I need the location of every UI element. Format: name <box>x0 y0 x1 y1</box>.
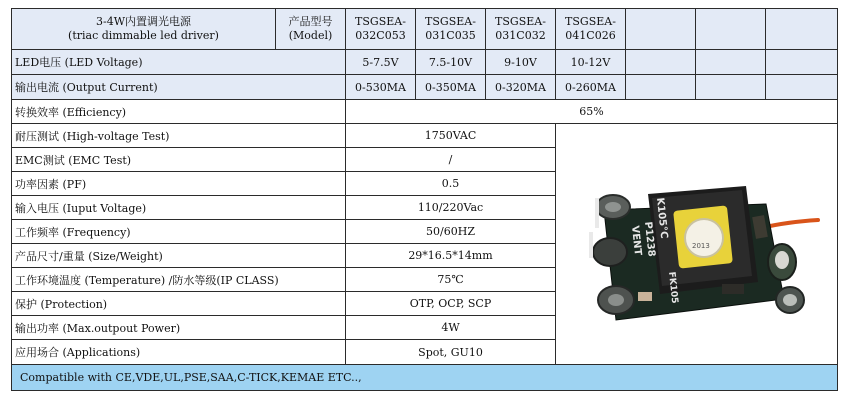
model-cell-2 <box>415 8 486 50</box>
led-driver-photo <box>556 124 838 365</box>
led-voltage-value-4: 10-12V <box>555 49 626 75</box>
model-1-line2: 032C053 <box>355 29 406 42</box>
spec-value-hv-test: 1750VAC <box>345 123 556 148</box>
transformer-text-2: P1238 <box>642 221 657 258</box>
led-voltage-empty-1 <box>625 49 696 75</box>
transformer-text-3: VENT <box>629 225 644 256</box>
title-cell <box>11 8 276 50</box>
spec-value-protection: OTP, OCP, SCP <box>345 291 556 316</box>
output-current-value-3: 0-320MA <box>485 74 556 100</box>
output-current-empty-1 <box>625 74 696 100</box>
efficiency-label: 转换效率 (Efficiency) <box>11 99 346 124</box>
spec-value-emc: / <box>345 147 556 172</box>
empty-header-cell-1 <box>625 8 696 50</box>
pin-left-1 <box>595 198 599 228</box>
spec-label-protection: 保护 (Protection) <box>11 291 346 316</box>
output-current-value-2: 0-350MA <box>415 74 486 100</box>
spec-value-input-voltage: 110/220Vac <box>345 195 556 220</box>
spec-label-input-voltage: 输入电压 (Iuput Voltage) <box>11 195 346 220</box>
model-3-line1: TSGSEA- <box>495 15 546 28</box>
led-voltage-value-1: 5-7.5V <box>345 49 416 75</box>
spec-label-temperature: 工作环境温度 (Temperature) /防水等级(IP CLASS) <box>11 267 346 292</box>
dial-label: 2013 <box>692 242 710 250</box>
led-voltage-empty-3 <box>765 49 838 75</box>
spec-value-output-power: 4W <box>345 315 556 340</box>
spec-value-pf: 0.5 <box>345 171 556 196</box>
output-current-empty-3 <box>765 74 838 100</box>
model-label-line2: (Model) <box>288 29 333 42</box>
product-photo-cell <box>555 123 838 365</box>
spec-label-size-weight: 产品尺寸/重量 (Size/Weight) <box>11 243 346 268</box>
model-4-line2: 041C026 <box>565 29 616 42</box>
spec-value-applications: Spot, GU10 <box>345 339 556 365</box>
model-3-line2: 031C032 <box>495 29 546 42</box>
spec-label-output-power: 输出功率 (Max.outpout Power) <box>11 315 346 340</box>
led-voltage-empty-2 <box>695 49 766 75</box>
transformer-text-1: K105°C <box>654 197 670 240</box>
transformer-text-4: FK105 <box>666 271 680 305</box>
title-line1: 3-4W内置调光电源 <box>95 15 192 28</box>
dial <box>685 219 723 257</box>
spec-label-applications: 应用场合 (Applications) <box>11 339 346 365</box>
pin-left-2 <box>589 232 593 258</box>
model-cell-1 <box>345 8 416 50</box>
output-current-value-1: 0-530MA <box>345 74 416 100</box>
empty-header-cell-3 <box>765 8 838 50</box>
resistor-2 <box>722 284 744 294</box>
output-current-value-4: 0-260MA <box>555 74 626 100</box>
output-current-empty-2 <box>695 74 766 100</box>
spec-value-size-weight: 29*16.5*14mm <box>345 243 556 268</box>
model-2-line2: 031C035 <box>425 29 476 42</box>
resistor-3 <box>638 292 652 301</box>
led-voltage-value-2: 7.5-10V <box>415 49 486 75</box>
model-1-line1: TSGSEA- <box>355 15 406 28</box>
capacitor-left-mid <box>593 238 627 266</box>
spec-value-frequency: 50/60HZ <box>345 219 556 244</box>
led-voltage-label: LED电压 (LED Voltage) <box>11 49 346 75</box>
spec-table <box>11 8 838 391</box>
efficiency-value: 65% <box>345 99 838 124</box>
spec-label-pf: 功率因素 (PF) <box>11 171 346 196</box>
title-line2: (triac dimmable led driver) <box>68 29 219 42</box>
spec-label-hv-test: 耐压测试 (High-voltage Test) <box>11 123 346 148</box>
led-voltage-value-3: 9-10V <box>485 49 556 75</box>
model-2-line1: TSGSEA- <box>425 15 476 28</box>
compatibility-footer: Compatible with CE,VDE,UL,PSE,SAA,C-TICK,KEMAE ETC.., <box>11 364 838 391</box>
spec-label-emc: EMC测试 (EMC Test) <box>11 147 346 172</box>
output-current-label: 输出电流 (Output Current) <box>11 74 346 100</box>
spec-value-temperature: 75℃ <box>345 267 556 292</box>
model-label-line1: 产品型号 <box>288 15 333 28</box>
empty-header-cell-2 <box>695 8 766 50</box>
model-4-line1: TSGSEA- <box>565 15 616 28</box>
spec-label-frequency: 工作频率 (Frequency) <box>11 219 346 244</box>
model-cell-3 <box>485 8 556 50</box>
model-cell-4 <box>555 8 626 50</box>
model-label-cell <box>275 8 346 50</box>
